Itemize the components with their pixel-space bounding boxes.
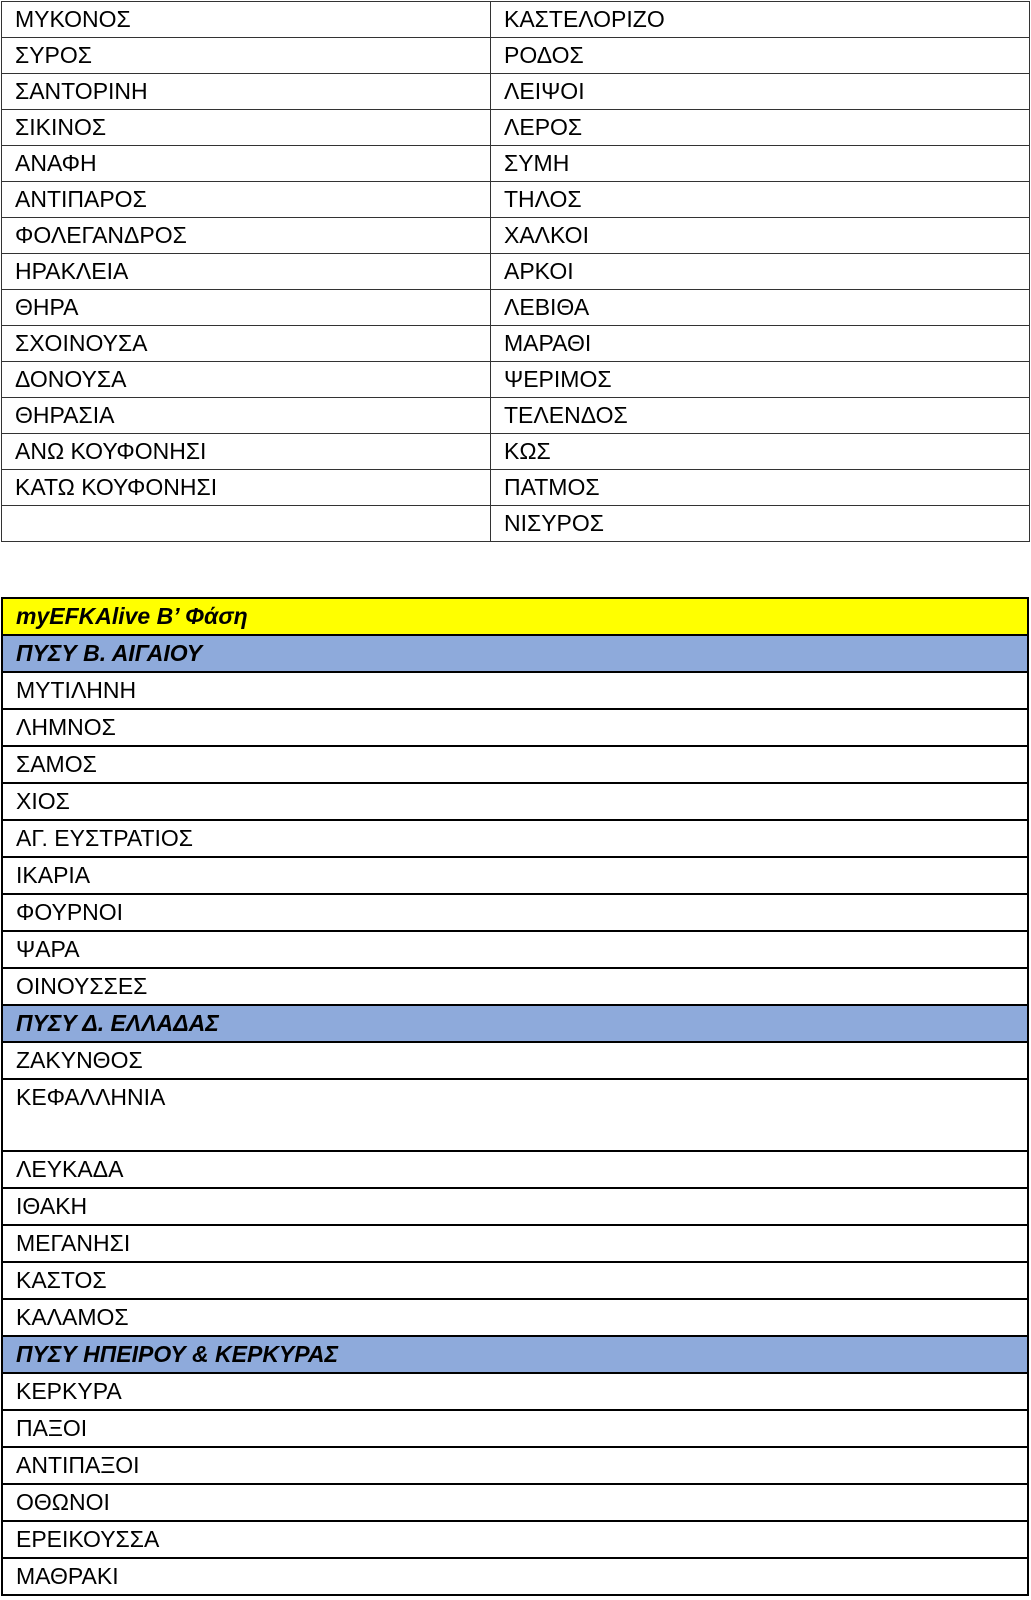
region-title: ΠΥΣΥ Β. ΑΙΓΑΙΟΥ <box>2 635 1028 672</box>
table-row <box>2 672 1028 709</box>
table-row <box>2 1262 1028 1299</box>
island-name: ΣΑΜΟΣ <box>2 746 1028 783</box>
table-row <box>2 1042 1028 1079</box>
table-cell-left <box>2 506 491 542</box>
table-row <box>2 2 1030 38</box>
table-cell-left: ΣΧΟΙΝΟΥΣΑ <box>2 326 491 362</box>
table-row <box>2 968 1028 1005</box>
table-cell-left: ΑΝΤΙΠΑΡΟΣ <box>2 182 491 218</box>
table-cell-left: ΔΟΝΟΥΣΑ <box>2 362 491 398</box>
table-row <box>2 820 1028 857</box>
table-row <box>2 218 1030 254</box>
table-row <box>2 1484 1028 1521</box>
island-name: ΙΘΑΚΗ <box>2 1188 1028 1225</box>
table-cell-left: ΦΟΛΕΓΑΝΔΡΟΣ <box>2 218 491 254</box>
table-row <box>2 1447 1028 1484</box>
table-cell-left: ΘΗΡΑΣΙΑ <box>2 398 491 434</box>
table-cell-right: ΡΟΔΟΣ <box>491 38 1030 74</box>
table-cell-right: ΠΑΤΜΟΣ <box>491 470 1030 506</box>
table-row <box>2 1521 1028 1558</box>
table-cell-left: ΣΙΚΙΝΟΣ <box>2 110 491 146</box>
table-cell-right: ΛΕΙΨΟΙ <box>491 74 1030 110</box>
table-row <box>2 38 1030 74</box>
table-row <box>2 1151 1028 1188</box>
island-name: ΧΙΟΣ <box>2 783 1028 820</box>
island-name: ΑΝΤΙΠΑΞΟΙ <box>2 1447 1028 1484</box>
table-cell-right: ΚΩΣ <box>491 434 1030 470</box>
table-row <box>2 1299 1028 1336</box>
table-row <box>2 110 1030 146</box>
region-title: ΠΥΣΥ Δ. ΕΛΛΑΔΑΣ <box>2 1005 1028 1042</box>
table-row <box>2 74 1030 110</box>
island-name: ΟΘΩΝΟΙ <box>2 1484 1028 1521</box>
table-row <box>2 1079 1028 1151</box>
island-name: ΖΑΚΥΝΘΟΣ <box>2 1042 1028 1079</box>
table-row <box>2 709 1028 746</box>
table-row <box>2 746 1028 783</box>
island-name: ΚΕΡΚΥΡΑ <box>2 1373 1028 1410</box>
island-name: ΠΑΞΟΙ <box>2 1410 1028 1447</box>
table-cell-right: ΚΑΣΤΕΛΟΡΙΖΟ <box>491 2 1030 38</box>
table-cell-right: ΛΕΒΙΘΑ <box>491 290 1030 326</box>
island-name: ΜΥΤΙΛΗΝΗ <box>2 672 1028 709</box>
region-title: ΠΥΣΥ ΗΠΕΙΡΟΥ & ΚΕΡΚΥΡΑΣ <box>2 1336 1028 1373</box>
island-name: ΕΡΕΙΚΟΥΣΣΑ <box>2 1521 1028 1558</box>
islands-two-column-table <box>1 1 1030 542</box>
island-name: ΟΙΝΟΥΣΣΕΣ <box>2 968 1028 1005</box>
region-header-row <box>2 1336 1028 1373</box>
table-row <box>2 1410 1028 1447</box>
table-row <box>2 1225 1028 1262</box>
table-cell-right: ΧΑΛΚΟΙ <box>491 218 1030 254</box>
island-name: ΨΑΡΑ <box>2 931 1028 968</box>
island-name: ΚΕΦΑΛΛΗΝΙΑ <box>2 1079 1028 1151</box>
table-row <box>2 857 1028 894</box>
region-header-row <box>2 1005 1028 1042</box>
table-row <box>2 326 1030 362</box>
table-row <box>2 1558 1028 1595</box>
table-row <box>2 931 1028 968</box>
myefkalive-phase-b-table <box>1 597 1029 1596</box>
island-name: ΚΑΛΑΜΟΣ <box>2 1299 1028 1336</box>
table-cell-left: ΑΝΑΦΗ <box>2 146 491 182</box>
table-cell-right: ΣΥΜΗ <box>491 146 1030 182</box>
island-name: ΜΕΓΑΝΗΣΙ <box>2 1225 1028 1262</box>
table-cell-right: ΤΗΛΟΣ <box>491 182 1030 218</box>
phase-title: myEFKAlive B’ Φάση <box>2 598 1028 635</box>
table-cell-left: ΣΑΝΤΟΡΙΝΗ <box>2 74 491 110</box>
table-row <box>2 470 1030 506</box>
table-cell-left: ΑΝΩ ΚΟΥΦΟΝΗΣΙ <box>2 434 491 470</box>
table-cell-right: ΑΡΚΟΙ <box>491 254 1030 290</box>
region-header-row <box>2 635 1028 672</box>
table-row <box>2 182 1030 218</box>
table-cell-left: ΣΥΡΟΣ <box>2 38 491 74</box>
table-row <box>2 1188 1028 1225</box>
table-row <box>2 146 1030 182</box>
phase-header-row <box>2 598 1028 635</box>
table-cell-left: ΜΥΚΟΝΟΣ <box>2 2 491 38</box>
island-name: ΛΗΜΝΟΣ <box>2 709 1028 746</box>
island-name: ΑΓ. ΕΥΣΤΡΑΤΙΟΣ <box>2 820 1028 857</box>
table-cell-left: ΚΑΤΩ ΚΟΥΦΟΝΗΣΙ <box>2 470 491 506</box>
table-cell-right: ΛΕΡΟΣ <box>491 110 1030 146</box>
table-cell-right: ΜΑΡΑΘΙ <box>491 326 1030 362</box>
table-row <box>2 894 1028 931</box>
table-body <box>2 598 1028 1595</box>
table-row <box>2 506 1030 542</box>
table-cell-right: ΤΕΛΕΝΔΟΣ <box>491 398 1030 434</box>
island-name: ΜΑΘΡΑΚΙ <box>2 1558 1028 1595</box>
table-row <box>2 434 1030 470</box>
island-name: ΙΚΑΡΙΑ <box>2 857 1028 894</box>
table-row <box>2 398 1030 434</box>
table-row <box>2 1373 1028 1410</box>
table-cell-left: ΘΗΡΑ <box>2 290 491 326</box>
table-cell-right: ΨΕΡΙΜΟΣ <box>491 362 1030 398</box>
table-cell-left: ΗΡΑΚΛΕΙΑ <box>2 254 491 290</box>
table-row <box>2 783 1028 820</box>
island-name: ΚΑΣΤΟΣ <box>2 1262 1028 1299</box>
table-row <box>2 254 1030 290</box>
table-row <box>2 290 1030 326</box>
island-name: ΦΟΥΡΝΟΙ <box>2 894 1028 931</box>
table-row <box>2 362 1030 398</box>
island-name: ΛΕΥΚΑΔΑ <box>2 1151 1028 1188</box>
table-cell-right: ΝΙΣΥΡΟΣ <box>491 506 1030 542</box>
